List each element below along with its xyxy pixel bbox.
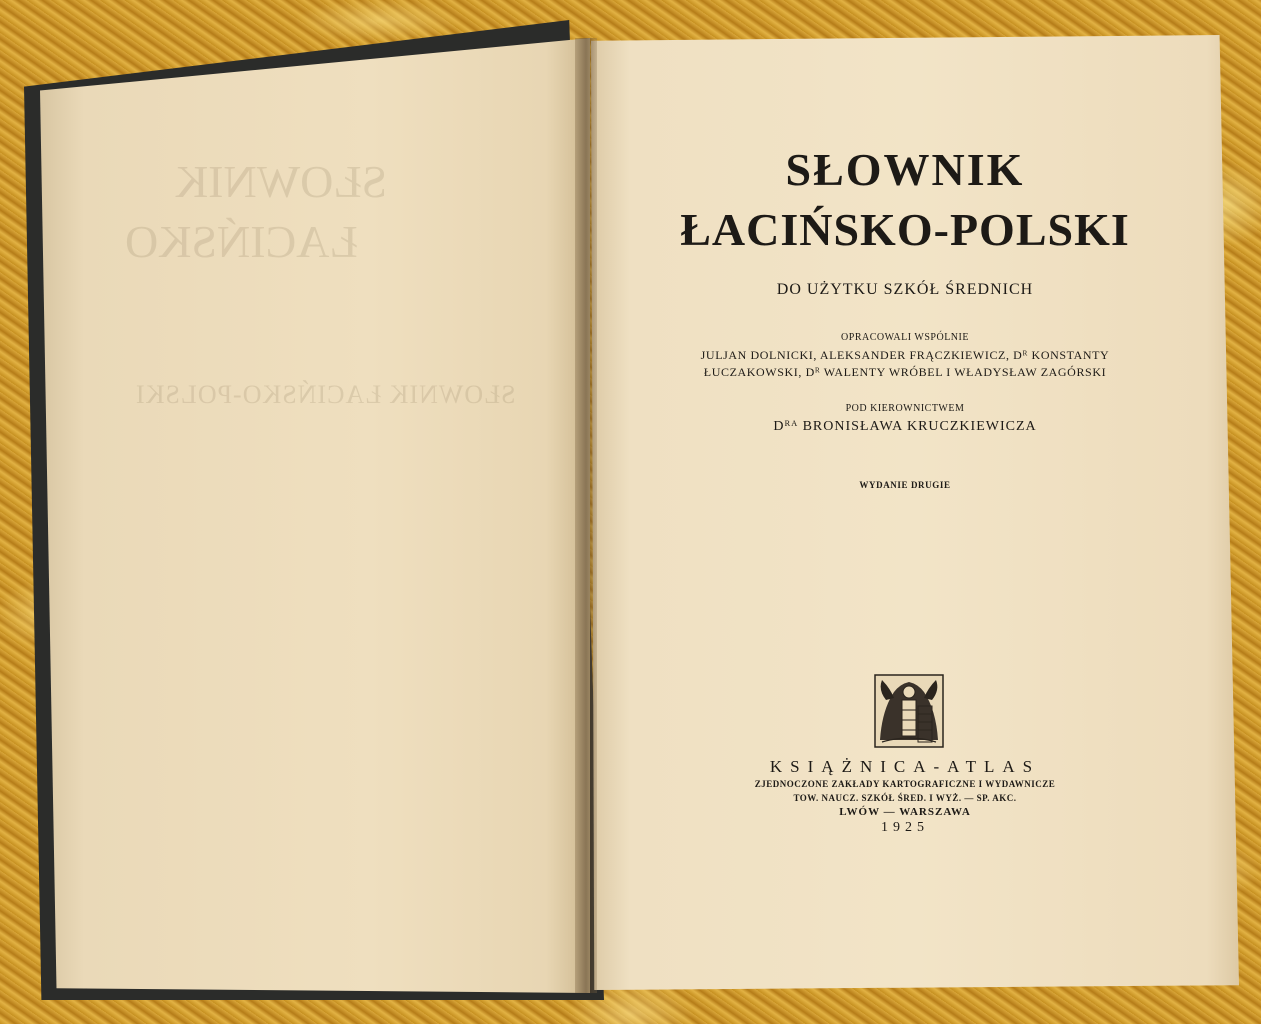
book-title-line2: ŁACIŃSKO-POLSKI bbox=[680, 204, 1130, 255]
authors-line: ŁUCZAKOWSKI, Dᴿ WALENTY WRÓBEL I WŁADYSŁAW ZAGÓRSKI bbox=[703, 365, 1107, 379]
endpaper-ghost-text: ŁACIŃSKO bbox=[125, 216, 358, 267]
edition-label: WYDANIE DRUGIE bbox=[859, 480, 951, 490]
book-title-line1: SŁOWNIK bbox=[785, 144, 1025, 195]
authors-line: JULJAN DOLNICKI, ALEKSANDER FRĄCZKIEWICZ, Dᴿ KONSTANTY bbox=[700, 348, 1110, 362]
director-name: Dᴿᴬ BRONISŁAWA KRUCZKIEWICZA bbox=[773, 419, 1037, 434]
publisher-name: KSIĄŻNICA-ATLAS bbox=[769, 757, 1041, 776]
direction-label: POD KIEROWNICTWEM bbox=[845, 403, 965, 414]
endpaper-ghost-text: SŁOWNIK bbox=[175, 156, 388, 207]
publication-place: LWÓW — WARSZAWA bbox=[839, 806, 971, 818]
publisher-description: ZJEDNOCZONE ZAKŁADY KARTOGRAFICZNE I WYDAWNICZE bbox=[754, 779, 1056, 789]
endpaper-ghost-text: SŁOWNIK ŁACIŃSKO-POLSKI bbox=[135, 380, 516, 409]
book-subtitle: DO UŻYTKU SZKÓŁ ŚREDNICH bbox=[776, 281, 1034, 298]
authors-intro: OPRACOWALI WSPÓLNIE bbox=[841, 332, 969, 343]
publication-year: 1925 bbox=[881, 820, 929, 835]
publisher-emblem-icon bbox=[872, 670, 946, 750]
publisher-description: TOW. NAUCZ. SZKÓŁ ŚRED. I WYŻ. — SP. AKC. bbox=[793, 793, 1017, 803]
